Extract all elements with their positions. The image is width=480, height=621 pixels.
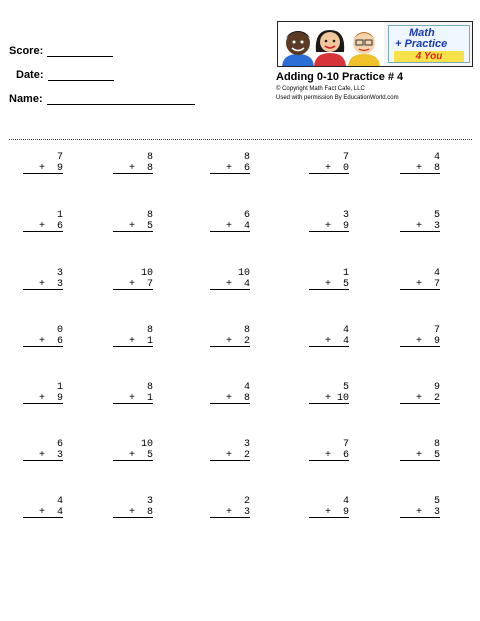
addition-problem: [309, 152, 349, 174]
addend-top: 1: [56, 382, 63, 393]
addend-top: 8: [146, 152, 153, 163]
addend-bottom: + 5: [113, 221, 153, 232]
addend-bottom: + 1: [113, 393, 153, 404]
logo-line-1: Math: [409, 27, 435, 39]
addend-top: 3: [146, 496, 153, 507]
addition-problem: [309, 439, 349, 461]
addition-problem: [113, 268, 153, 290]
addend-bottom: + 3: [210, 507, 250, 518]
addend-bottom: + 4: [210, 221, 250, 232]
addend-top: 4: [342, 325, 349, 336]
copyright-text: © Copyright Math Fact Cafe, LLC: [276, 86, 365, 92]
dotted-divider: [9, 139, 472, 140]
addend-top: 8: [146, 325, 153, 336]
addition-problem: [23, 496, 63, 518]
addend-bottom: + 4: [23, 507, 63, 518]
addend-top: 7: [433, 325, 440, 336]
name-line: [47, 95, 195, 105]
addend-bottom: + 9: [400, 336, 440, 347]
addend-bottom: + 8: [400, 163, 440, 174]
addition-problem: [400, 152, 440, 174]
addend-bottom: + 8: [113, 507, 153, 518]
addend-top: 1: [56, 210, 63, 221]
addend-bottom: + 2: [210, 450, 250, 461]
addend-top: 2: [243, 496, 250, 507]
logo-line-3: 4 You: [394, 51, 464, 62]
addend-top: 3: [243, 439, 250, 450]
addend-top: 5: [433, 210, 440, 221]
addition-problem: [23, 325, 63, 347]
addition-problem: [210, 496, 250, 518]
addend-top: 8: [146, 210, 153, 221]
addition-problem: [23, 439, 63, 461]
addend-top: 3: [342, 210, 349, 221]
addend-bottom: + 3: [400, 221, 440, 232]
addend-bottom: + 10: [309, 393, 349, 404]
kid-left: [282, 31, 314, 67]
addition-problem: [23, 152, 63, 174]
addend-bottom: + 3: [23, 450, 63, 461]
addition-problem: [210, 439, 250, 461]
addend-bottom: + 3: [400, 507, 440, 518]
addend-bottom: + 9: [23, 163, 63, 174]
addend-bottom: + 7: [113, 279, 153, 290]
addend-top: 0: [56, 325, 63, 336]
addition-problem: [23, 268, 63, 290]
addition-problem: [309, 210, 349, 232]
addition-problem: [309, 268, 349, 290]
addition-problem: [210, 382, 250, 404]
addend-top: 9: [433, 382, 440, 393]
addition-problem: [113, 152, 153, 174]
addend-bottom: + 3: [23, 279, 63, 290]
kid-right: [348, 32, 380, 67]
score-label: Score:: [9, 45, 44, 57]
addition-problem: [113, 325, 153, 347]
addend-bottom: + 6: [210, 163, 250, 174]
addition-problem: [400, 439, 440, 461]
addend-bottom: + 6: [23, 221, 63, 232]
addend-top: 4: [433, 268, 440, 279]
score-field: [9, 45, 113, 57]
addend-bottom: + 4: [309, 336, 349, 347]
kids-illustration: [278, 22, 384, 67]
addition-problem: [23, 210, 63, 232]
addend-bottom: + 4: [210, 279, 250, 290]
addend-top: 8: [433, 439, 440, 450]
addition-problem: [113, 439, 153, 461]
addition-problem: [309, 325, 349, 347]
addend-top: 4: [243, 382, 250, 393]
addend-top: 3: [56, 268, 63, 279]
addend-bottom: + 9: [309, 221, 349, 232]
addend-bottom: + 9: [309, 507, 349, 518]
addend-bottom: + 0: [309, 163, 349, 174]
addend-top: 4: [56, 496, 63, 507]
addend-bottom: + 6: [23, 336, 63, 347]
addition-problem: [113, 210, 153, 232]
addend-top: 1: [342, 268, 349, 279]
addend-top: 5: [342, 382, 349, 393]
addend-top: 5: [433, 496, 440, 507]
addition-problem: [400, 325, 440, 347]
addend-bottom: + 6: [309, 450, 349, 461]
addend-bottom: + 5: [400, 450, 440, 461]
permission-text: Used with permission By EducationWorld.com: [276, 95, 399, 101]
addend-bottom: + 1: [113, 336, 153, 347]
addend-top: 8: [146, 382, 153, 393]
addend-top: 8: [243, 325, 250, 336]
math-practice-banner: [277, 21, 473, 67]
addition-problem: [400, 210, 440, 232]
addend-top: 6: [243, 210, 250, 221]
addend-bottom: + 8: [113, 163, 153, 174]
addition-problem: [309, 382, 349, 404]
addition-problem: [400, 496, 440, 518]
addition-problem: [113, 382, 153, 404]
addition-problem: [210, 210, 250, 232]
addend-bottom: + 7: [400, 279, 440, 290]
addend-top: 7: [342, 152, 349, 163]
addend-bottom: + 5: [309, 279, 349, 290]
name-label: Name:: [9, 93, 43, 105]
addition-problem: [210, 268, 250, 290]
score-line: [47, 47, 113, 57]
name-field: [9, 93, 195, 105]
addition-problem: [400, 268, 440, 290]
addend-bottom: + 9: [23, 393, 63, 404]
addend-top: 4: [342, 496, 349, 507]
addition-problem: [23, 382, 63, 404]
addend-top: 4: [433, 152, 440, 163]
addend-bottom: + 2: [210, 336, 250, 347]
addend-top: 7: [56, 152, 63, 163]
addend-top: 7: [342, 439, 349, 450]
math-practice-logo: [388, 25, 470, 63]
addend-top: 8: [243, 152, 250, 163]
date-label: Date:: [16, 69, 44, 81]
worksheet-title: Adding 0-10 Practice # 4: [276, 71, 404, 83]
date-field: [16, 69, 114, 81]
addition-problem: [210, 152, 250, 174]
addend-bottom: + 2: [400, 393, 440, 404]
kid-middle: [314, 30, 346, 67]
date-line: [48, 71, 114, 81]
addition-problem: [309, 496, 349, 518]
addition-problem: [113, 496, 153, 518]
addend-top: 6: [56, 439, 63, 450]
addend-bottom: + 8: [210, 393, 250, 404]
logo-line-2: + Practice: [395, 38, 448, 50]
addend-top: 10: [140, 439, 153, 450]
addend-bottom: + 5: [113, 450, 153, 461]
addend-top: 10: [237, 268, 250, 279]
addition-problem: [400, 382, 440, 404]
addend-top: 10: [140, 268, 153, 279]
addition-problem: [210, 325, 250, 347]
